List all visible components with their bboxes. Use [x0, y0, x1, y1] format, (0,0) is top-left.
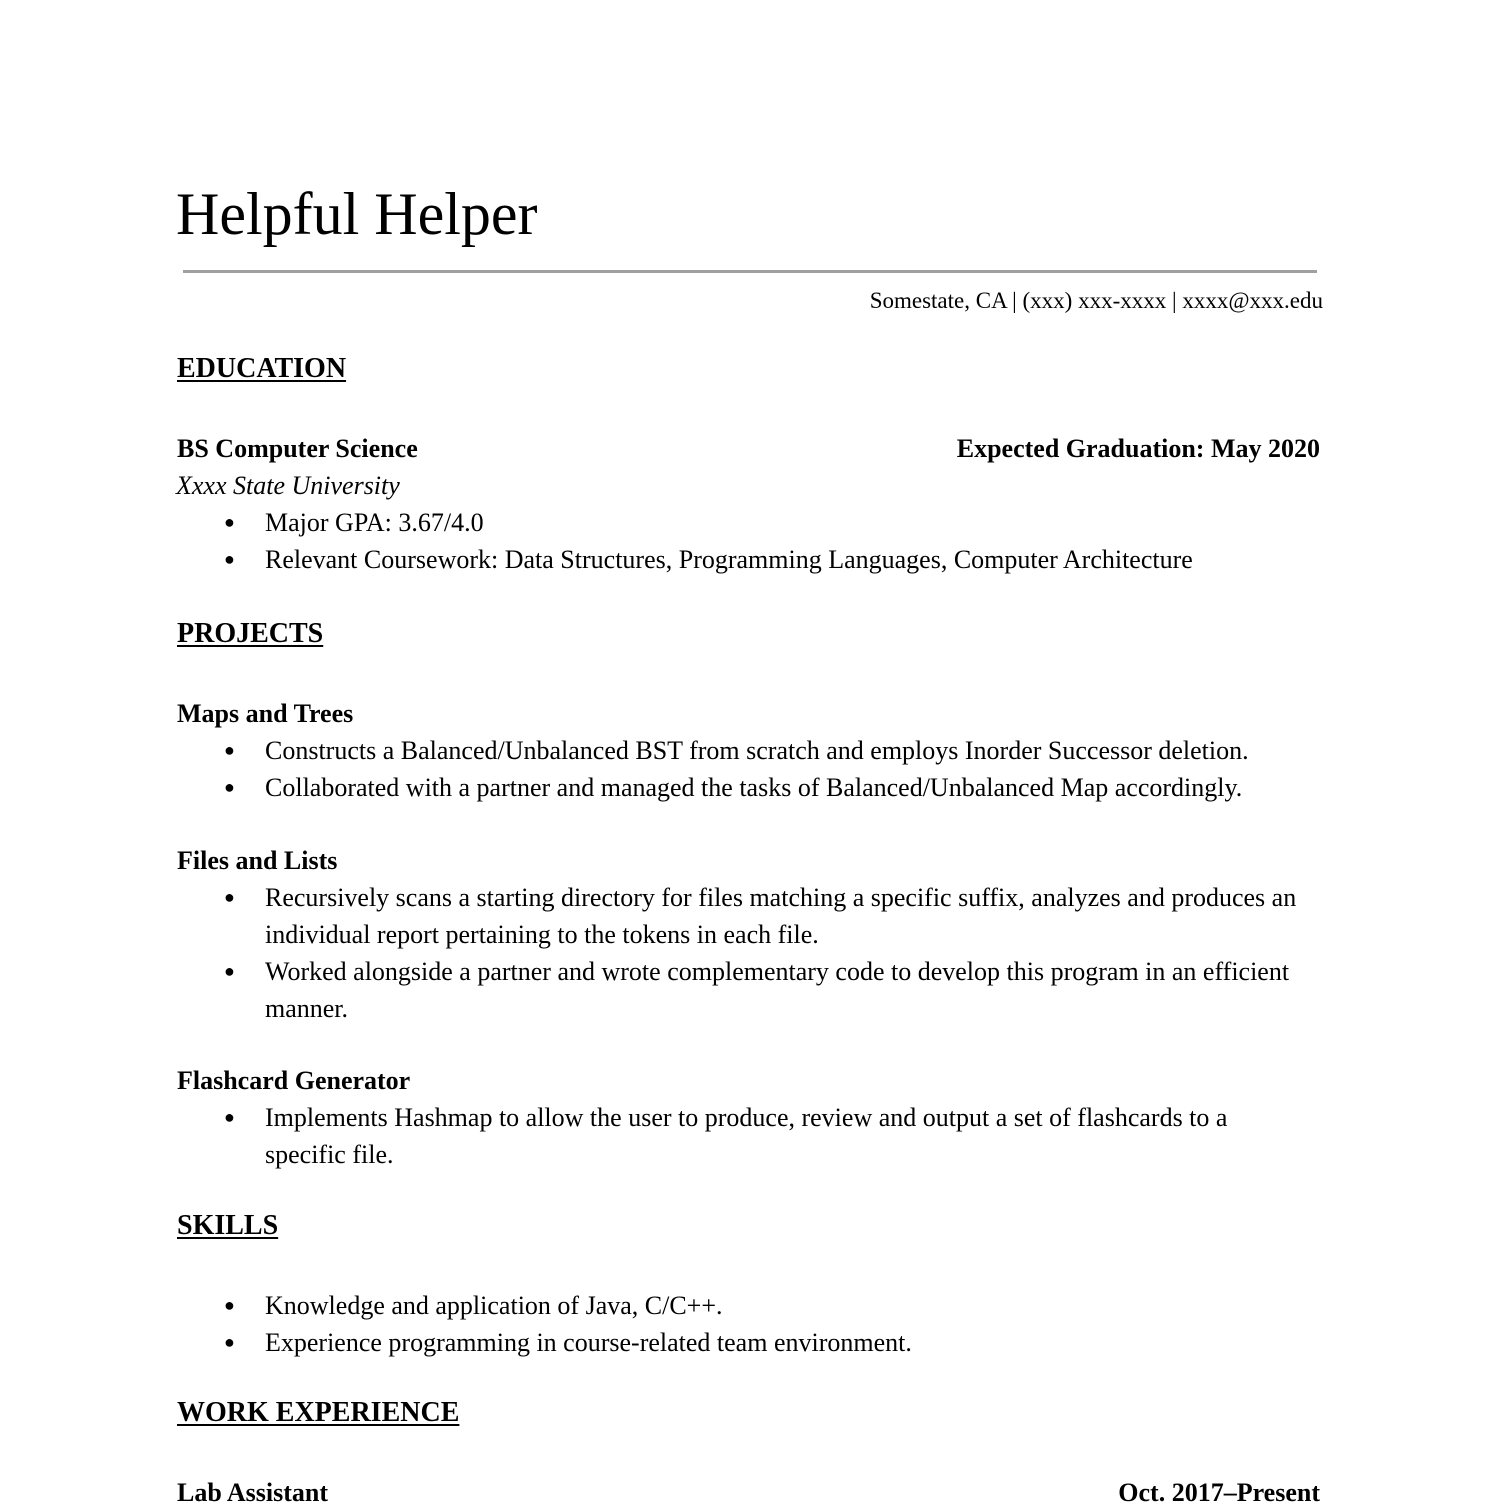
list-item: ● Constructs a Balanced/Unbalanced BST from scratch and employs Inorder Successor deletion.: [0, 732, 1500, 769]
list-item: ● Major GPA: 3.67/4.0: [0, 504, 1500, 541]
project-title: Flashcard Generator: [177, 1066, 411, 1095]
project-bullets: [0, 1099, 1500, 1173]
bullet-icon: ●: [224, 887, 235, 907]
project-bullets: [0, 879, 1500, 1027]
degree-title: BS Computer Science: [177, 434, 418, 463]
header-divider: [183, 270, 1317, 273]
skills-heading: SKILLS: [177, 1210, 279, 1241]
bullet-icon: ●: [224, 961, 235, 981]
candidate-name: Helpful Helper: [176, 181, 538, 247]
contact-info: Somestate, CA | (xxx) xxx-xxxx | xxxx@xxx.edu: [869, 288, 1323, 313]
list-item: ● Worked alongside a partner and wrote complementary code to develop this program in an efficient manner.: [0, 953, 1500, 1027]
list-item: ● Relevant Coursework: Data Structures, Programming Languages, Computer Architecture: [0, 541, 1500, 578]
skills-bullets: [0, 1287, 1500, 1361]
education-heading: EDUCATION: [177, 353, 347, 384]
work-experience-heading: WORK EXPERIENCE: [177, 1397, 460, 1428]
list-item: ● Collaborated with a partner and managed the tasks of Balanced/Unbalanced Map accordingly.: [0, 769, 1500, 806]
bullet-icon: ●: [224, 1332, 235, 1352]
list-item: ● Implements Hashmap to allow the user to produce, review and output a set of flashcards to a specific file.: [0, 1099, 1500, 1173]
list-item: ● Knowledge and application of Java, C/C++.: [0, 1287, 1500, 1324]
list-item: ● Experience programming in course-related team environment.: [0, 1324, 1500, 1361]
graduation-date: Expected Graduation: May 2020: [956, 434, 1320, 463]
bullet-icon: ●: [224, 740, 235, 760]
job-dates: Oct. 2017–Present: [1118, 1478, 1320, 1507]
bullet-icon: ●: [224, 549, 235, 569]
bullet-icon: ●: [224, 1295, 235, 1315]
project-title: Files and Lists: [177, 846, 338, 875]
project-bullets: [0, 732, 1500, 806]
bullet-icon: ●: [224, 777, 235, 797]
project-title: Maps and Trees: [177, 699, 354, 728]
projects-heading: PROJECTS: [177, 618, 324, 649]
list-item: ● Recursively scans a starting directory for files matching a specific suffix, analyzes and produces an individual report pertaining to the tokens in each file.: [0, 879, 1500, 953]
bullet-icon: ●: [224, 1107, 235, 1127]
education-bullets: [0, 504, 1500, 578]
bullet-icon: ●: [224, 512, 235, 532]
school-name: Xxxx State University: [176, 471, 400, 500]
job-title: Lab Assistant: [177, 1478, 328, 1507]
